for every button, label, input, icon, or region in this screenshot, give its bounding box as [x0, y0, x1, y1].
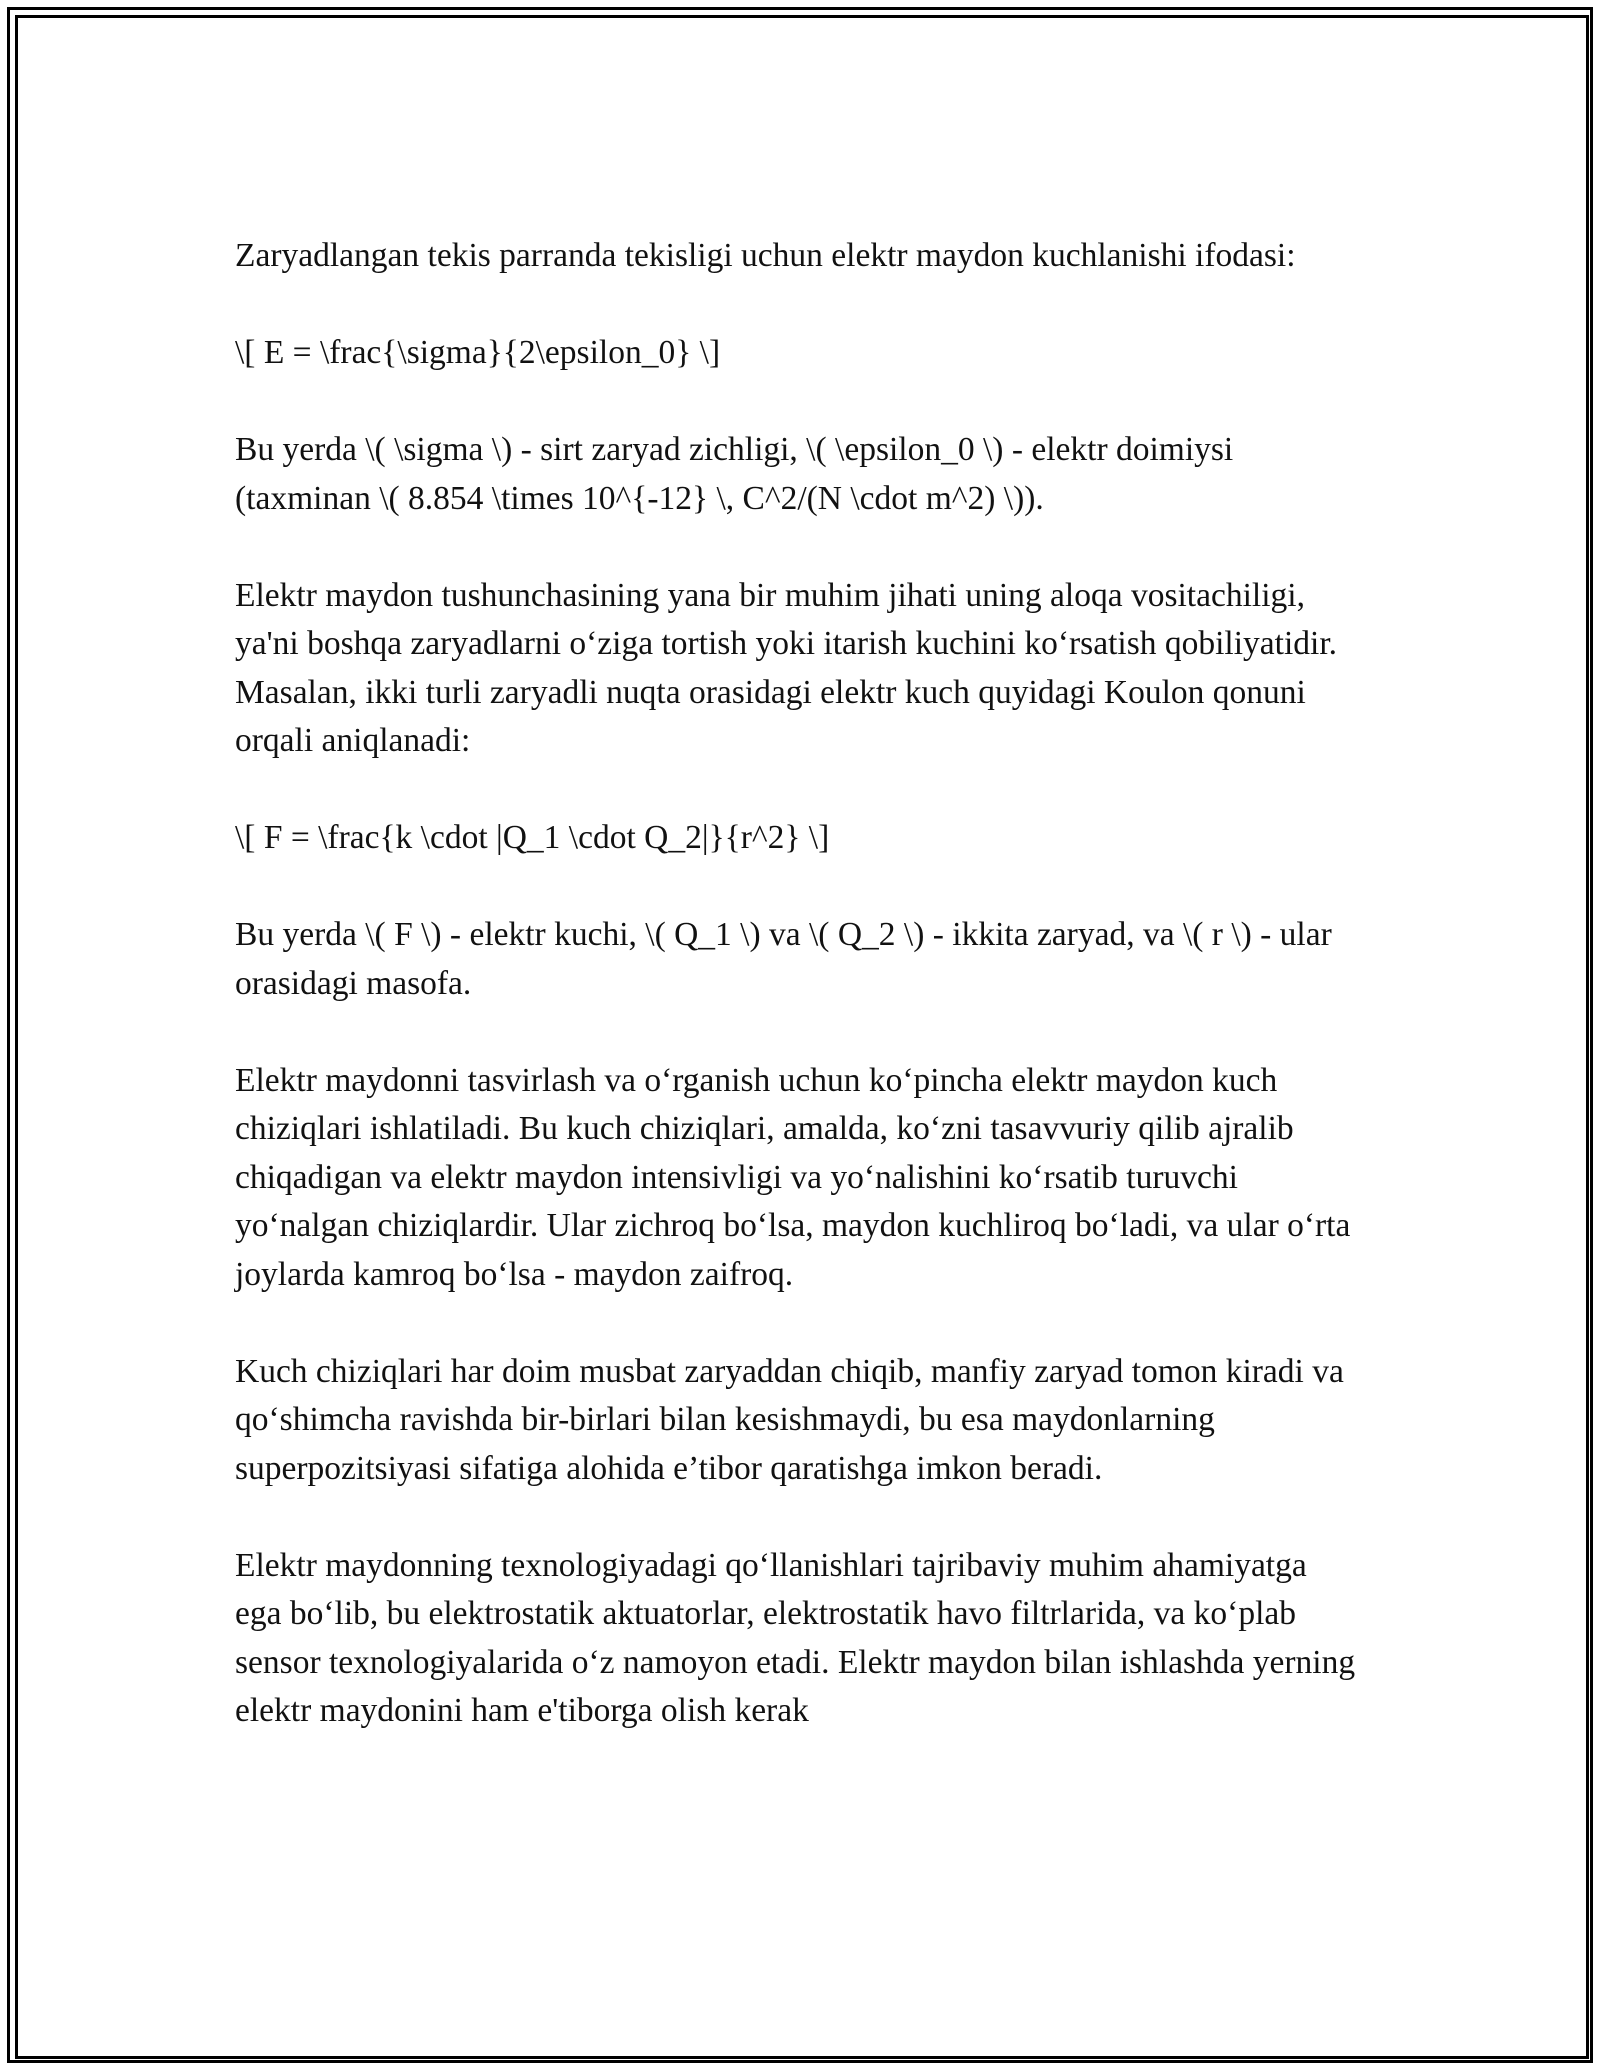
paragraph-applications: Elektr maydonning texnologiyadagi qo‘llanishlari tajribaviy muhim ahamiyatga ega bo‘lib, bu elektrostatik aktuatorlar, elektrostatik havo filtrlarida, va ko‘plab sensor texnologiyalarida o‘z namoyon etadi. Elektr maydon bilan ishlashda yerning elektr maydonini ham e'tiborga olish kerak [235, 1546, 1356, 1729]
equation-electric-field: \[ E = \frac{\sigma}{2\epsilon_0} \] [235, 334, 721, 371]
paragraph-sigma-definition: Bu yerda \( \sigma \) - sirt zaryad zichligi, \( \epsilon_0 \) - elektr doimiysi (taxminan \( 8.854 \times 10^{-12} \, C^2/(N \cdot m^2) \)). [235, 431, 1234, 517]
paragraph-field-line-properties: Kuch chiziqlari har doim musbat zaryaddan chiqib, manfiy zaryad tomon kiradi va qo‘shimcha ravishda bir-birlari bilan kesishmaydi, bu esa maydonlarning superpozitsiyasi sifatiga alohida e’tibor qaratishga imkon beradi. [235, 1352, 1344, 1487]
document-body [235, 232, 1360, 1784]
paragraph-intro: Zaryadlangan tekis parranda tekisligi uchun elektr maydon kuchlanishi ifodasi: [235, 237, 1296, 274]
paragraph-field-mediation: Elektr maydon tushunchasining yana bir muhim jihati uning aloqa vositachiligi, ya'ni boshqa zaryadlarni o‘ziga tortish yoki itarish kuchini ko‘rsatish qobiliyatidir. Masalan, ikki turli zaryadli nuqta orasidagi elektr kuch quyidagi Koulon qonuni orqali aniqlanadi: [235, 576, 1337, 759]
paragraph-force-definition: Bu yerda \( F \) - elektr kuchi, \( Q_1 \) va \( Q_2 \) - ikkita zaryad, va \( r \) - ular orasidagi masofa. [235, 916, 1332, 1002]
paragraph-field-lines: Elektr maydonni tasvirlash va o‘rganish uchun ko‘pincha elektr maydon kuch chiziqlari ishlatiladi. Bu kuch chiziqlari, amalda, ko‘zni tasavvuriy qilib ajralib chiqadigan va elektr maydon intensivligi va yo‘nalishini ko‘rsatib turuvchi yo‘nalgan chiziqlardir. Ular zichroq bo‘lsa, maydon kuchliroq bo‘ladi, va ular o‘rta joylarda kamroq bo‘lsa - maydon zaifroq. [235, 1061, 1351, 1293]
equation-coulomb-law: \[ F = \frac{k \cdot |Q_1 \cdot Q_2|}{r^2} \] [235, 819, 830, 856]
